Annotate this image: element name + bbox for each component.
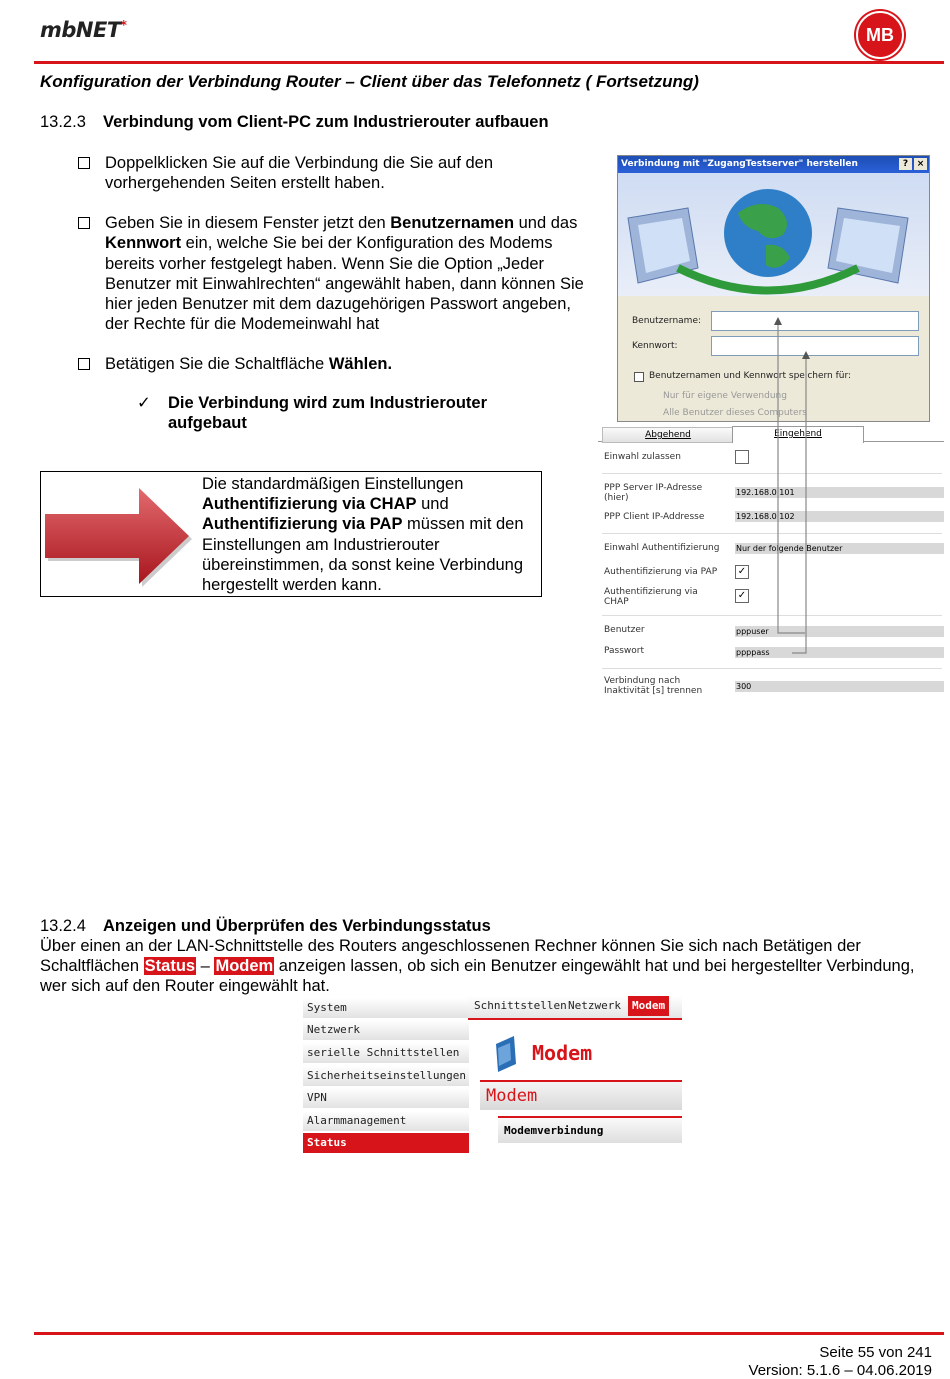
username-input[interactable] (711, 311, 919, 331)
router-menu-screenshot (303, 996, 469, 1153)
checkbox-bullet-icon (78, 157, 90, 169)
password-input[interactable] (711, 336, 919, 356)
footer-rule (34, 1332, 944, 1335)
page-number: Seite 55 von 241 (819, 1344, 932, 1361)
arrow-right-icon (43, 482, 193, 590)
menu-item-system[interactable]: System (303, 998, 469, 1018)
checkbox-bullet-icon (78, 217, 90, 229)
status-paragraph: Über einen an der LAN-Schnittstelle des Routers angeschlossenen Rechner können Sie sich nach Betätigen der Schaltflächen Status – Modem anzeigen lassen, ob sich ein Benutzer eingewählt hat und bei hergestellter Verbindung, wer sich auf den Router eingewählt hat. (40, 937, 915, 996)
menu-item-vpn[interactable]: VPN (303, 1088, 469, 1108)
mb-logo-badge: MB (856, 11, 904, 59)
tab-abgehend[interactable]: Abgehend (602, 427, 734, 443)
divider (602, 668, 942, 669)
username-label: Benutzername: (632, 316, 702, 326)
menu-item-status[interactable]: Status (303, 1133, 469, 1153)
chap-label: Authentifizierung via CHAP (604, 587, 698, 607)
server-ip-input[interactable]: 192.168.0.101 (735, 487, 944, 498)
checkbox-bullet-icon (78, 358, 90, 370)
auth-mode-select[interactable]: Nur der folgende Benutzer (735, 543, 944, 554)
radio-all-users[interactable]: Alle Benutzer dieses Computers (663, 408, 807, 418)
user-label: Benutzer (604, 625, 645, 635)
close-button[interactable]: × (914, 158, 927, 170)
save-credentials-checkbox[interactable] (634, 372, 644, 382)
einwahl-checkbox[interactable] (735, 450, 749, 464)
bullet-item: Geben Sie in diesem Fenster jetzt den Benutzernamen und das Kennwort ein, welche Sie bei der Konfiguration des Modems bereits vorher festgelegt haben. Wenn Sie die Option „Jeder Benutzer mit Einwahlrechten“ angewählt haben, dann können Sie hier jeden Benutzer mit dem dazugehörigen Passwort angeben, der Rechte für die Modemeinwahl hat (78, 213, 598, 335)
version-info: Version: 5.1.6 – 04.06.2019 (748, 1362, 932, 1379)
header-rule (34, 61, 944, 64)
save-credentials-label: Benutzernamen und Kennwort speichern für: (649, 371, 852, 381)
status-highlight: Status (144, 957, 196, 976)
page-subtitle: Konfiguration der Verbindung Router – Client über das Telefonnetz ( Fortsetzung) (40, 72, 699, 91)
network-banner-image (618, 173, 929, 296)
connector-lines (770, 315, 810, 660)
user-input[interactable]: pppuser (735, 626, 944, 637)
menu-item-alarm[interactable]: Alarmmanagement (303, 1111, 469, 1131)
mbnet-logo: mbNET* (40, 18, 127, 42)
menu-item-serial[interactable]: serielle Schnittstellen (303, 1043, 469, 1063)
pap-label: Authentifizierung via PAP (604, 567, 718, 577)
client-ip-input[interactable]: 192.168.0.102 (735, 511, 944, 522)
help-button[interactable]: ? (899, 158, 912, 170)
radio-own-use[interactable]: Nur für eigene Verwendung (663, 391, 787, 401)
dialog-titlebar: Verbindung mit "ZugangTestserver" herstellen ? × (618, 156, 929, 173)
checkmark-icon: ✓ (137, 394, 151, 412)
modem-icon (490, 1034, 522, 1074)
password-label: Kennwort: (632, 341, 678, 351)
server-ip-label: PPP Server IP-Adresse (hier) (604, 483, 703, 503)
chap-checkbox[interactable]: ✓ (735, 589, 749, 603)
bullet-item: Betätigen Sie die Schaltfläche Wählen. (78, 354, 598, 374)
einwahl-label: Einwahl zulassen (604, 452, 681, 462)
tab-eingehend[interactable]: Eingehend (732, 426, 864, 443)
tab-modem[interactable]: Modem (628, 996, 669, 1016)
section-heading-13-2-4: 13.2.4 Anzeigen und Überprüfen des Verbindungsstatus (40, 917, 491, 935)
bullet-item: Doppelklicken Sie auf die Verbindung die Sie auf den vorhergehenden Seiten erstellt haben. (78, 153, 598, 194)
tab-schnittstellen[interactable]: Schnittstellen (474, 999, 567, 1012)
globe-computers-icon (618, 173, 929, 296)
auth-mode-label: Einwahl Authentifizierung (604, 543, 720, 553)
modem-highlight: Modem (215, 957, 274, 976)
status-tabs (468, 996, 682, 1020)
menu-item-netzwerk[interactable]: Netzwerk (303, 1020, 469, 1040)
modem-section-header: Modem (480, 1080, 682, 1110)
modem-page-title: Modem (532, 1041, 593, 1065)
tab-netzwerk[interactable]: Netzwerk (568, 999, 621, 1012)
menu-item-security[interactable]: Sicherheitseinstellungen (303, 1066, 469, 1086)
password-input[interactable]: ppppass (735, 647, 944, 658)
pap-checkbox[interactable]: ✓ (735, 565, 749, 579)
modem-page-screenshot (468, 996, 682, 1153)
modemverbindung-header: Modemverbindung (498, 1116, 682, 1143)
client-ip-label: PPP Client IP-Addresse (604, 512, 705, 522)
idle-input[interactable]: 300 (735, 681, 944, 692)
password-label: Passwort (604, 646, 645, 656)
note-text: Die standardmäßigen Einstellungen Authentifizierung via CHAP und Authentifizierung via PAP müssen mit den Einstellungen am Industrierouter übereinstimmen, da sonst keine Verbindung hergestellt werden kann. (202, 475, 524, 595)
idle-label: Verbindung nach Inaktivität [s] trennen (604, 676, 703, 696)
result-item: ✓ Die Verbindung wird zum Industrierouter aufgebaut (137, 394, 488, 433)
note-box (40, 471, 542, 597)
section-heading-13-2-3: 13.2.3 Verbindung vom Client-PC zum Industrierouter aufbauen (40, 113, 549, 131)
